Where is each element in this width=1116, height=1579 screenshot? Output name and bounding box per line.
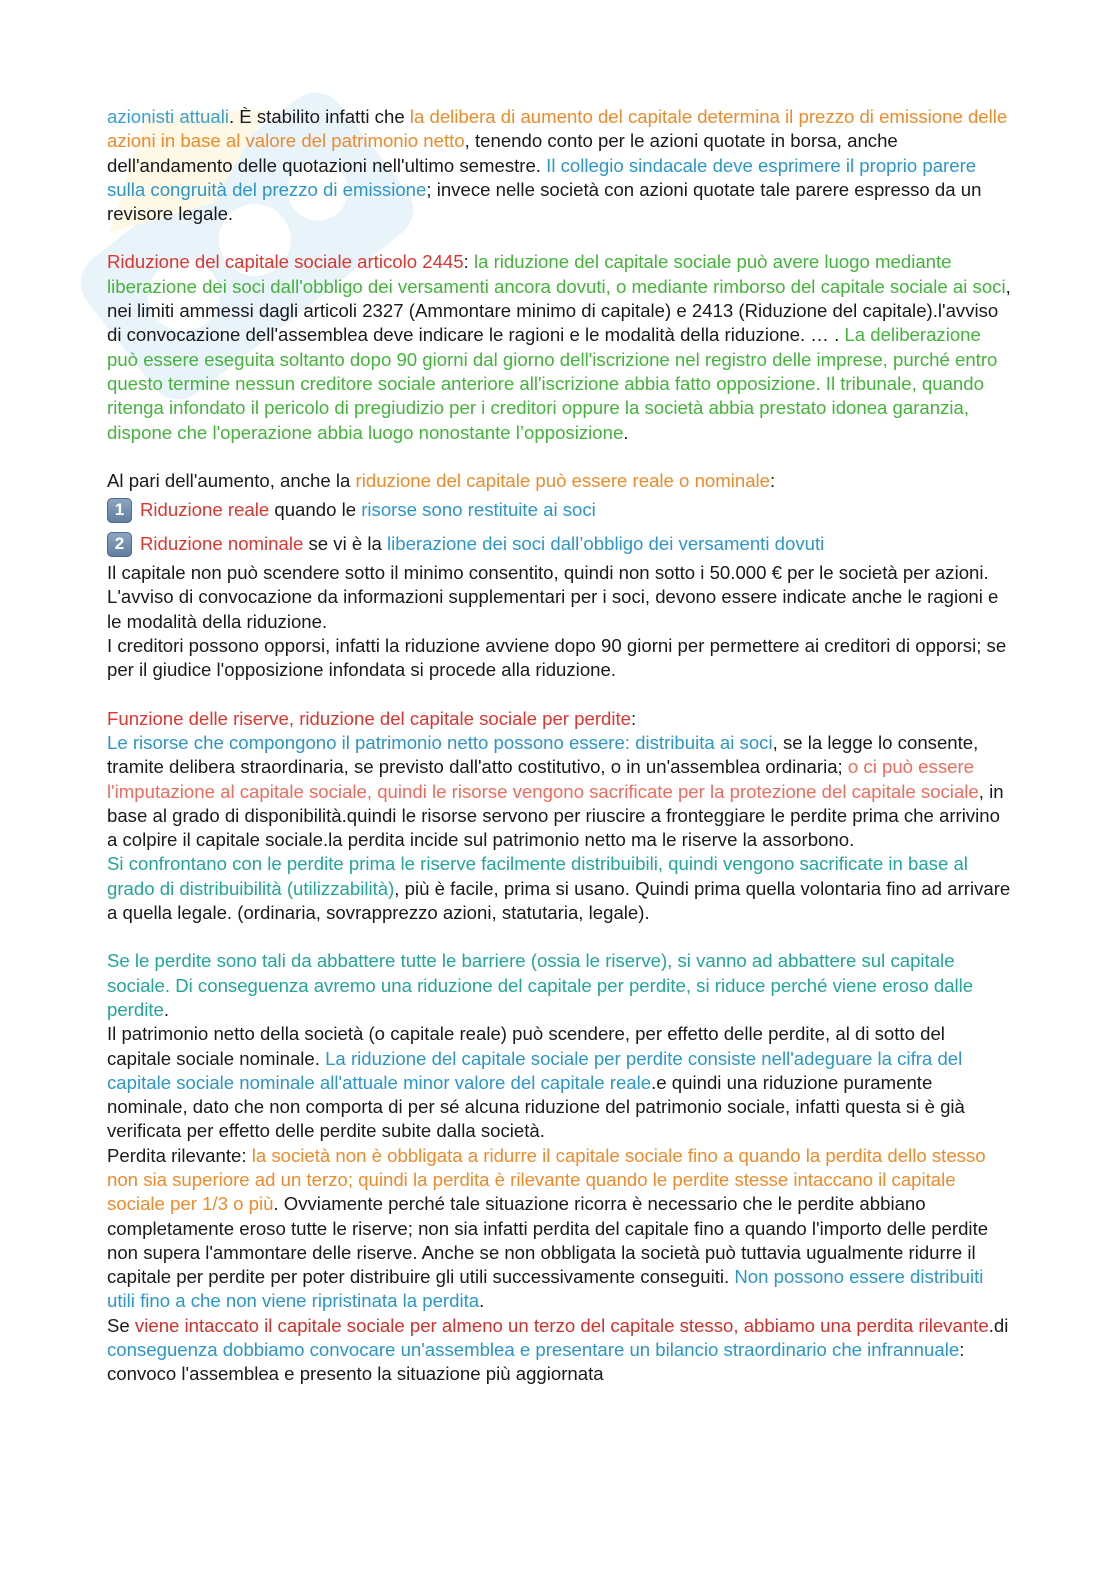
- text-span: Si confrontano con le perdite prima le riserve facilmente distribuibili, quindi vengono sacrificate in base al grado di distribuibilità (utilizzabilità): [107, 853, 968, 899]
- paragraph-confronto-perdite: [107, 852, 1012, 925]
- paragraph-riduzione-2445: [107, 250, 1012, 444]
- section-heading: Funzione delle riserve, riduzione del capitale sociale per perdite: [107, 707, 632, 729]
- text-span: , se la legge lo consente, tramite delibera straordinaria, se previsto dall'atto costitutivo, o in un'assemblea ordinaria;: [107, 731, 979, 778]
- text-span: Il collegio sindacale deve esprimere il proprio parere sulla congruità del prezzo di emissione: [107, 154, 977, 200]
- text-span: . Ovviamente perché tale situazione ricorra è necessario che le perdite abbiano completamente eroso tutte le riserve; non sia infatti perdita del capitale fino a quando l'importo delle perdite non supera l'ammontare delle riserve. Anche se non obbligata la società può tuttavia ugualmente ridurre il capitale per perdite per poter distribuire gli utili successivamente conseguiti.: [107, 1193, 989, 1288]
- section-heading: Riduzione del capitale sociale articolo 2445: [107, 251, 464, 273]
- text-span: :: [631, 707, 637, 729]
- text-span: o ci può essere l'imputazione al capitale sociale, quindi le risorse vengono sacrificate per la protezione del capitale sociale: [107, 756, 979, 802]
- text-span: , nei limiti ammessi dagli articoli 2327 (Ammontare minimo di capitale) e 2413 (Riduzione del capitale).l'avviso di convocazione dell'assemblea deve indicare le ragioni e le modalità della riduzione. … .: [107, 275, 1011, 346]
- paragraph-reale-nominale: [107, 469, 1012, 493]
- text-span: azionisti attuali: [107, 106, 229, 127]
- document-body: [107, 105, 1012, 1387]
- text-span: , in base al grado di disponibilità.quindi le risorse servono per riuscire a fronteggiare le perdite prima che arrivino a colpire il capitale sociale.la perdita incide sul patrimonio netto ma le riserve la assorbono.: [107, 780, 1004, 851]
- text-span: , più è facile, prima si usano. Quindi prima quella volontaria fino ad arrivare a quella legale. (ordinaria, sovrapprezzo azioni, statutaria, legale).: [107, 877, 1011, 924]
- paragraph-aumento-prezzo: [107, 105, 1012, 226]
- text-span: viene intaccato il capitale sociale per almeno un terzo del capitale stesso, abbiamo una perdita rilevante: [134, 1314, 989, 1336]
- text-span: quando le: [269, 499, 362, 520]
- text-span: La riduzione del capitale sociale per perdite consiste nell'adeguare la cifra del capitale sociale nominale all'attuale minor valore del capitale reale: [107, 1047, 963, 1093]
- list-item-riduzione-reale: [107, 493, 1012, 527]
- text-span: . È stabilito infatti che: [228, 106, 410, 127]
- text-span: Riduzione reale: [140, 499, 270, 520]
- paragraph-funzione-riserve: [107, 731, 1012, 852]
- paragraph-funzione-riserve-heading: [107, 707, 1012, 731]
- text-span: : convoco l'assemblea e presento la situazione più aggiornata: [107, 1339, 965, 1385]
- text-span: risorse sono restituite ai soci: [361, 499, 596, 520]
- text-span: Riduzione nominale: [140, 533, 304, 554]
- paragraph-patrimonio-netto: [107, 1022, 1012, 1143]
- paragraph-capitale-intaccato: [107, 1314, 1012, 1387]
- paragraph-perdite-barriere: [107, 949, 1012, 1022]
- text-span: Perdita rilevante:: [107, 1144, 252, 1166]
- keycap-one-icon: 1: [107, 498, 132, 523]
- list-item-riduzione-nominale: [107, 527, 1012, 561]
- text-span: .: [623, 421, 629, 443]
- text-span: .: [163, 998, 170, 1020]
- text-span: Al pari dell'aumento, anche la: [107, 469, 356, 491]
- text-span: Se le perdite sono tali da abbattere tutte le barriere (ossia le riserve), si vanno ad abbattere sul capitale sociale. Di conseguenza avremo una riduzione del capitale per perdite, si riduce perché viene eroso dalle perdite: [107, 950, 974, 1020]
- text-span: se vi è la: [303, 533, 388, 554]
- text-span: .: [479, 1290, 485, 1312]
- text-span: ; invece nelle società con azioni quotate tale parere espresso da un revisore legale.: [107, 178, 982, 225]
- text-span: la delibera di aumento del capitale determina il prezzo di emissione delle azioni in base al valore del patrimonio netto: [107, 106, 1008, 152]
- text-span: riduzione del capitale può essere reale o nominale: [355, 469, 771, 491]
- paragraph-perdita-rilevante: [107, 1144, 1012, 1314]
- text-span: liberazione dei soci dall’obbligo dei versamenti dovuti: [387, 533, 825, 554]
- text-span: Le risorse che compongono il patrimonio netto possono essere: distribuita ai soci: [107, 731, 773, 753]
- text-span: , tenendo conto per le azioni quotate in borsa, anche dell'andamento delle quotazioni nell'ultimo semestre.: [107, 130, 898, 176]
- text-span: :: [463, 251, 474, 273]
- text-span: .e quindi una riduzione puramente nominale, dato che non comporta di per sé alcuna riduzione del patrimonio sociale, infatti questa si è già verificata per effetto delle perdite subite dalla società.: [107, 1071, 965, 1142]
- text-span: La deliberazione può essere eseguita soltanto dopo 90 giorni dal giorno dell'iscrizione nel registro delle imprese, purché entro questo termine nessun creditore sociale anteriore all'iscrizione abbia fatto opposizione. Il tribunale, quando ritenga infondato il pericolo di pregiudizio per i creditori oppure la società abbia prestato idonea garanzia, dispone che l'operazione abbia luogo nonostante l’opposizione: [107, 324, 998, 443]
- text-span: :: [770, 469, 776, 491]
- text-span: Il patrimonio netto della società (o capitale reale) può scendere, per effetto delle perdite, al di sotto del capitale sociale nominale.: [107, 1023, 945, 1069]
- text-span: la riduzione del capitale sociale può avere luogo mediante liberazione dei soci dall'obbligo dei versamenti ancora dovuti, o mediante rimborso del capitale sociale ai soci: [107, 251, 1006, 297]
- text-span: Se: [107, 1314, 135, 1336]
- text-span: .di: [988, 1314, 1009, 1336]
- text-span: la società non è obbligata a ridurre il capitale sociale fino a quando la perdita dello stesso non sia superiore ad un terzo; quindi la perdita è rilevante quando le perdite stesse intaccano il capitale sociale per 1/3 o più: [107, 1144, 986, 1215]
- text-span: conseguenza dobbiamo convocare un'assemblea e presentare un bilancio straordinario che infrannuale: [107, 1339, 960, 1361]
- paragraph-minimo-capitale: Il capitale non può scendere sotto il minimo consentito, quindi non sotto i 50.000 € per le società per azioni. L'avviso di convocazione da informazioni supplementari per i soci, devono essere indicate anche le ragioni e le modalità della riduzione.: [107, 562, 999, 632]
- keycap-two-icon: 2: [107, 532, 132, 557]
- text-span: Non possono essere distribuiti utili fino a che non viene ripristinata la perdita: [107, 1266, 984, 1312]
- paragraph-creditori: I creditori possono opporsi, infatti la riduzione avviene dopo 90 giorni per permettere ai creditori di opporsi; se per il giudice l'opposizione infondata si procede alla riduzione.: [107, 635, 1007, 681]
